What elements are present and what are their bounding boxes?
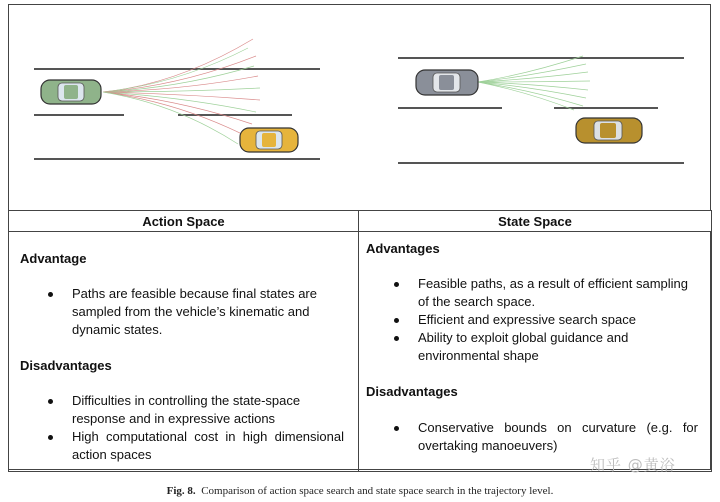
caption-label: Fig. 8. bbox=[166, 485, 196, 497]
comparison-table bbox=[8, 210, 712, 472]
list-item: Ability to exploit global guidance and environmental shape bbox=[418, 329, 680, 365]
other-car-icon bbox=[576, 118, 642, 143]
state-disadvantage-heading: Disadvantages bbox=[366, 384, 458, 399]
figure-caption bbox=[0, 485, 720, 497]
list-item: Feasible paths, as a result of efficient sampling of the search space. bbox=[418, 275, 698, 311]
trajectory-illustration bbox=[8, 4, 711, 211]
list-item: Paths are feasible because final states are sampled from the vehicle’s kinematic and dynamic states. bbox=[72, 285, 344, 339]
caption-text: Comparison of action space search and state space search in the trajectory level. bbox=[201, 485, 554, 497]
header-action-space: Action Space bbox=[9, 211, 359, 232]
action-space-cell bbox=[9, 232, 359, 472]
ego-car-icon bbox=[41, 80, 101, 104]
action-space-paths bbox=[103, 39, 260, 144]
ego-car-icon bbox=[416, 70, 478, 95]
action-disadvantage-heading: Disadvantages bbox=[20, 358, 112, 373]
state-advantage-heading: Advantages bbox=[366, 241, 440, 256]
watermark: 知乎 @黄浴 bbox=[590, 456, 676, 474]
list-item: Difficulties in controlling the state-space response and in expressive actions bbox=[72, 392, 344, 428]
state-space-cell bbox=[359, 232, 712, 472]
state-space-paths bbox=[478, 56, 590, 110]
action-advantage-heading: Advantage bbox=[20, 251, 87, 266]
other-car-icon bbox=[240, 128, 298, 152]
header-state-space: State Space bbox=[359, 211, 712, 232]
action-space-scene bbox=[34, 39, 320, 159]
list-item: Conservative bounds on curvature (e.g. for overtaking manoeuvers) bbox=[418, 420, 698, 453]
state-space-scene bbox=[398, 56, 684, 163]
list-item: High computational cost in high dimensional action spaces bbox=[72, 429, 344, 462]
list-item: Efficient and expressive search space bbox=[418, 311, 698, 329]
